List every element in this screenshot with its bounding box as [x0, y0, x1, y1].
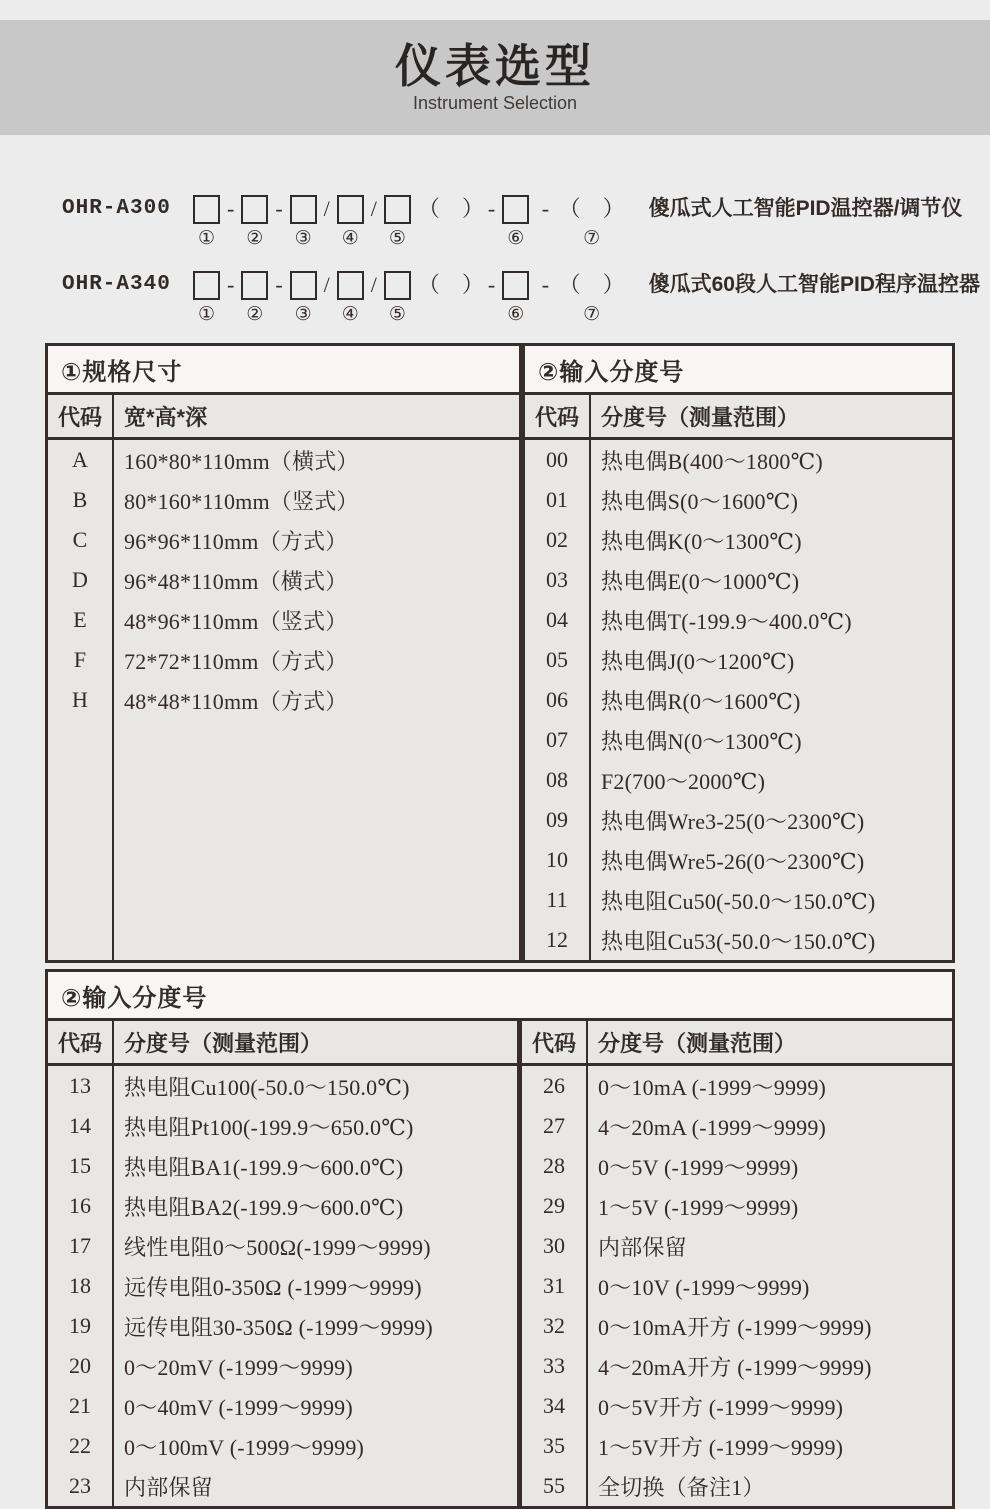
row-code: 23 [69, 1473, 91, 1498]
row-code: 12 [546, 927, 568, 952]
row-desc: 0～10mA (-1999～9999) [598, 1074, 827, 1100]
row-code: 32 [543, 1313, 565, 1338]
row-code: 10 [546, 847, 568, 872]
code-separator: - [536, 196, 555, 221]
code-separator-slot [322, 191, 332, 253]
row-desc: 内部保留 [598, 1234, 687, 1260]
code-separator: （ ） [558, 196, 625, 221]
code-separator: - [487, 196, 496, 221]
code-marker: ① [197, 228, 216, 249]
code-marker: ③ [294, 304, 312, 325]
table-halves [48, 1021, 952, 1506]
column-header-code: 代码 [522, 1021, 588, 1063]
row-code: 27 [543, 1113, 565, 1138]
code-marker: ④ [341, 304, 359, 325]
row-code: A [72, 447, 88, 472]
row-desc: 96*96*110mm（方式） [124, 528, 348, 554]
page-subtitle: Instrument Selection [412, 92, 578, 113]
table-row [48, 1146, 517, 1186]
row-code: 03 [546, 567, 568, 592]
code-box [193, 271, 220, 300]
code-separator-slot [273, 267, 284, 329]
code-box [337, 195, 364, 224]
column-divider [589, 440, 591, 960]
code-box [384, 271, 411, 300]
column-header-row [522, 1021, 952, 1066]
code-marker: ② [246, 228, 264, 249]
row-desc: 80*160*110mm（竖式） [124, 488, 359, 514]
table-row [48, 1466, 517, 1506]
row-desc: 全切换（备注1） [598, 1474, 765, 1500]
row-code: C [72, 527, 88, 552]
row-desc: 0～100mV (-1999～9999) [124, 1434, 365, 1460]
column-header-desc: 分度号（测量范围） [601, 404, 800, 430]
column-header-row [48, 395, 519, 440]
code-separator: - [487, 272, 496, 297]
row-desc: 0～20mV (-1999～9999) [124, 1354, 353, 1380]
row-code: 21 [69, 1393, 91, 1418]
row-desc: 热电阻Pt100(-199.9～650.0℃) [124, 1114, 414, 1140]
table-section-title: ①规格尺寸 [48, 346, 519, 395]
model-code-pattern [188, 267, 627, 329]
code-box-top [236, 191, 273, 227]
row-desc: 热电偶Wre5-26(0～2300℃) [601, 848, 865, 874]
selection-tables [45, 343, 955, 1509]
row-code: 11 [546, 887, 568, 912]
row-desc: 96*48*110mm（横式） [124, 568, 348, 594]
code-box-slot [332, 191, 369, 253]
table-row [48, 1106, 517, 1146]
table-body [48, 440, 519, 960]
column-header-code: 代码 [48, 1021, 114, 1063]
row-desc: 72*72*110mm（方式） [124, 648, 348, 674]
column-divider [112, 440, 114, 960]
code-box-top [188, 191, 225, 227]
model-description: 傻瓜式60段人工智能PID程序温控器 [648, 273, 980, 296]
code-marker: ⑥ [507, 228, 525, 249]
code-box-slot [497, 191, 534, 253]
row-desc: 热电阻BA1(-199.9～600.0℃) [124, 1154, 404, 1180]
code-box-top [285, 191, 322, 227]
code-separator-slot [534, 191, 556, 253]
code-box-slot [188, 267, 225, 329]
table-row [48, 1306, 517, 1346]
row-code: 09 [546, 807, 568, 832]
header-band [0, 20, 990, 135]
code-box-top [379, 191, 416, 227]
row-desc: 热电偶Wre3-25(0～2300℃) [601, 808, 865, 834]
table-row [48, 1426, 517, 1466]
table-row [48, 600, 519, 640]
code-separator: / [323, 272, 330, 297]
row-code: 01 [546, 487, 568, 512]
model-coding-section [62, 191, 990, 333]
row-desc: 0～10V (-1999～9999) [598, 1274, 810, 1300]
code-box-top [285, 267, 322, 303]
code-separator: / [370, 196, 377, 221]
code-separator-slot [369, 191, 379, 253]
code-box [241, 271, 268, 300]
row-desc: 线性电阻0～500Ω(-1999～9999) [124, 1234, 431, 1260]
code-marker: ③ [294, 228, 312, 249]
row-desc: 内部保留 [124, 1474, 213, 1500]
row-desc: 4～20mA开方 (-1999～9999) [598, 1354, 872, 1380]
row-code: 17 [69, 1233, 91, 1258]
table-row [48, 440, 519, 480]
code-separator: - [275, 272, 283, 297]
table-row [48, 1066, 517, 1106]
column-header-desc: 分度号（测量范围） [598, 1030, 797, 1056]
code-separator: / [370, 272, 377, 297]
code-box-top [332, 267, 369, 303]
column-header-row [48, 1021, 517, 1066]
row-desc: 热电偶T(-199.9～400.0℃) [601, 608, 852, 634]
table-row [48, 1226, 517, 1266]
input-table-2-left [48, 1021, 522, 1506]
code-box [290, 195, 317, 224]
code-box [193, 195, 220, 224]
column-header-desc: 分度号（测量范围） [124, 1030, 323, 1056]
code-marker: ⑦ [583, 304, 601, 325]
code-box-top [236, 267, 273, 303]
code-separator-slot [557, 267, 627, 329]
row-desc: 热电阻BA2(-199.9～600.0℃) [124, 1194, 404, 1220]
code-separator-slot [225, 191, 236, 253]
row-code: 33 [543, 1353, 565, 1378]
table-row [48, 640, 519, 680]
model-description: 傻瓜式人工智能PID温控器/调节仪 [648, 197, 963, 220]
row-desc: 1～5V (-1999～9999) [598, 1194, 799, 1220]
input-table-2 [45, 969, 955, 1509]
table-row [48, 480, 519, 520]
row-desc: 热电偶E(0～1000℃) [601, 568, 800, 594]
row-code: 14 [69, 1113, 91, 1138]
code-box-slot [285, 267, 322, 329]
code-box-top [497, 191, 534, 227]
table-body [48, 1066, 517, 1506]
column-divider [112, 1066, 114, 1506]
row-code: H [72, 687, 88, 712]
model-code: OHR-A340 [62, 273, 171, 296]
code-separator: - [536, 272, 555, 297]
row-desc: 0～5V (-1999～9999) [598, 1154, 799, 1180]
table-row [48, 1386, 517, 1426]
code-separator-slot [557, 191, 627, 253]
table-body [525, 440, 952, 960]
code-box-slot [379, 267, 416, 329]
column-header-row [525, 395, 952, 440]
input-table-1 [522, 343, 955, 963]
code-separator-slot [369, 267, 379, 329]
code-marker: ② [246, 304, 264, 325]
table-row [48, 1266, 517, 1306]
row-desc: 热电阻Cu53(-50.0～150.0℃) [601, 928, 876, 954]
code-separator: / [323, 196, 330, 221]
code-marker: ⑤ [388, 304, 406, 325]
row-desc: 热电偶K(0～1300℃) [601, 528, 802, 554]
model-row-ohr-a300 [62, 191, 990, 257]
row-code: 08 [546, 767, 568, 792]
code-marker: ⑤ [388, 228, 406, 249]
row-code: 18 [69, 1273, 91, 1298]
code-box [502, 271, 529, 300]
row-code: D [72, 567, 88, 592]
row-code: 13 [69, 1073, 91, 1098]
row-code: 29 [543, 1193, 565, 1218]
code-box-slot [236, 267, 273, 329]
code-box [290, 271, 317, 300]
page-title: 仪表选型 [395, 40, 595, 93]
row-code: 16 [69, 1193, 91, 1218]
row-desc: 热电偶B(400～1800℃) [601, 448, 823, 474]
code-marker: ⑦ [583, 228, 601, 249]
row-desc: 热电阻Cu100(-50.0～150.0℃) [124, 1074, 410, 1100]
code-box-top [332, 191, 369, 227]
code-separator: （ ） [417, 196, 484, 221]
row-code: 20 [69, 1353, 91, 1378]
row-code: 31 [543, 1273, 565, 1298]
code-separator-slot [534, 267, 556, 329]
row-desc: 1～5V开方 (-1999～9999) [598, 1434, 844, 1460]
code-box-slot [285, 191, 322, 253]
row-code: 30 [543, 1233, 565, 1258]
row-code: 22 [69, 1433, 91, 1458]
row-code: F [73, 647, 87, 672]
code-separator-slot [416, 191, 486, 253]
row-desc: 远传电阻30-350Ω (-1999～9999) [124, 1314, 433, 1340]
row-code: 35 [543, 1433, 565, 1458]
table-body [522, 1066, 952, 1506]
row-desc: 0～5V开方 (-1999～9999) [598, 1394, 844, 1420]
code-separator-slot [273, 191, 284, 253]
code-box [502, 195, 529, 224]
row-desc: 热电阻Cu50(-50.0～150.0℃) [601, 888, 876, 914]
row-desc: 0～40mV (-1999～9999) [124, 1394, 353, 1420]
row-code: 26 [543, 1073, 565, 1098]
table-section-title: ②输入分度号 [525, 346, 952, 395]
spec-table [45, 343, 522, 963]
code-box-slot [379, 191, 416, 253]
row-code: 06 [546, 687, 568, 712]
model-code: OHR-A300 [62, 197, 171, 220]
row-desc: 4～20mA (-1999～9999) [598, 1114, 827, 1140]
code-separator-slot [416, 267, 486, 329]
row-desc: 热电偶S(0～1600℃) [601, 488, 799, 514]
row-code: 28 [543, 1153, 565, 1178]
code-separator-slot [225, 267, 236, 329]
row-desc: F2(700～2000℃) [601, 768, 766, 794]
row-code: 05 [546, 647, 568, 672]
row-code: 07 [546, 727, 568, 752]
row-code: B [72, 487, 88, 512]
code-separator: - [227, 196, 235, 221]
row-code: 15 [69, 1153, 91, 1178]
code-box-top [497, 267, 534, 303]
row-desc: 热电偶J(0～1200℃) [601, 648, 795, 674]
code-marker: ④ [341, 228, 359, 249]
row-code: E [73, 607, 87, 632]
table-row [48, 520, 519, 560]
row-desc: 热电偶N(0～1300℃) [601, 728, 802, 754]
row-desc: 热电偶R(0～1600℃) [601, 688, 801, 714]
code-separator-slot [486, 191, 497, 253]
input-table-2-right [522, 1021, 952, 1506]
column-header-desc: 宽*高*深 [124, 404, 208, 430]
column-divider [586, 1066, 588, 1506]
code-box-slot [188, 191, 225, 253]
model-row-ohr-a340 [62, 267, 990, 333]
code-box [384, 195, 411, 224]
row-code: 02 [546, 527, 568, 552]
column-header-code: 代码 [48, 395, 114, 437]
row-desc: 160*80*110mm（横式） [124, 448, 359, 474]
code-separator: （ ） [558, 272, 625, 297]
code-marker: ⑥ [507, 304, 525, 325]
row-code: 00 [546, 447, 568, 472]
row-desc: 48*96*110mm（竖式） [124, 608, 348, 634]
model-code-pattern [188, 191, 627, 253]
code-separator: - [275, 196, 283, 221]
code-box-top [188, 267, 225, 303]
table-row [48, 1346, 517, 1386]
row-code: 04 [546, 607, 568, 632]
code-separator: - [227, 272, 235, 297]
row-desc: 远传电阻0-350Ω (-1999～9999) [124, 1274, 422, 1300]
row-desc: 0～10mA开方 (-1999～9999) [598, 1314, 872, 1340]
code-box [337, 271, 364, 300]
table-spec-and-input [45, 343, 955, 963]
table-row [48, 680, 519, 720]
code-box-slot [497, 267, 534, 329]
code-separator-slot [322, 267, 332, 329]
table-row [48, 560, 519, 600]
code-separator-slot [486, 267, 497, 329]
code-box-slot [236, 191, 273, 253]
code-box-slot [332, 267, 369, 329]
row-code: 55 [543, 1473, 565, 1498]
code-box-top [379, 267, 416, 303]
code-marker: ① [197, 304, 216, 325]
code-box [241, 195, 268, 224]
row-code: 19 [69, 1313, 91, 1338]
table-section-title: ②输入分度号 [48, 972, 952, 1021]
code-separator: （ ） [417, 272, 484, 297]
row-desc: 48*48*110mm（方式） [124, 688, 348, 714]
table-row [48, 1186, 517, 1226]
column-header-code: 代码 [525, 395, 591, 437]
row-code: 34 [543, 1393, 565, 1418]
